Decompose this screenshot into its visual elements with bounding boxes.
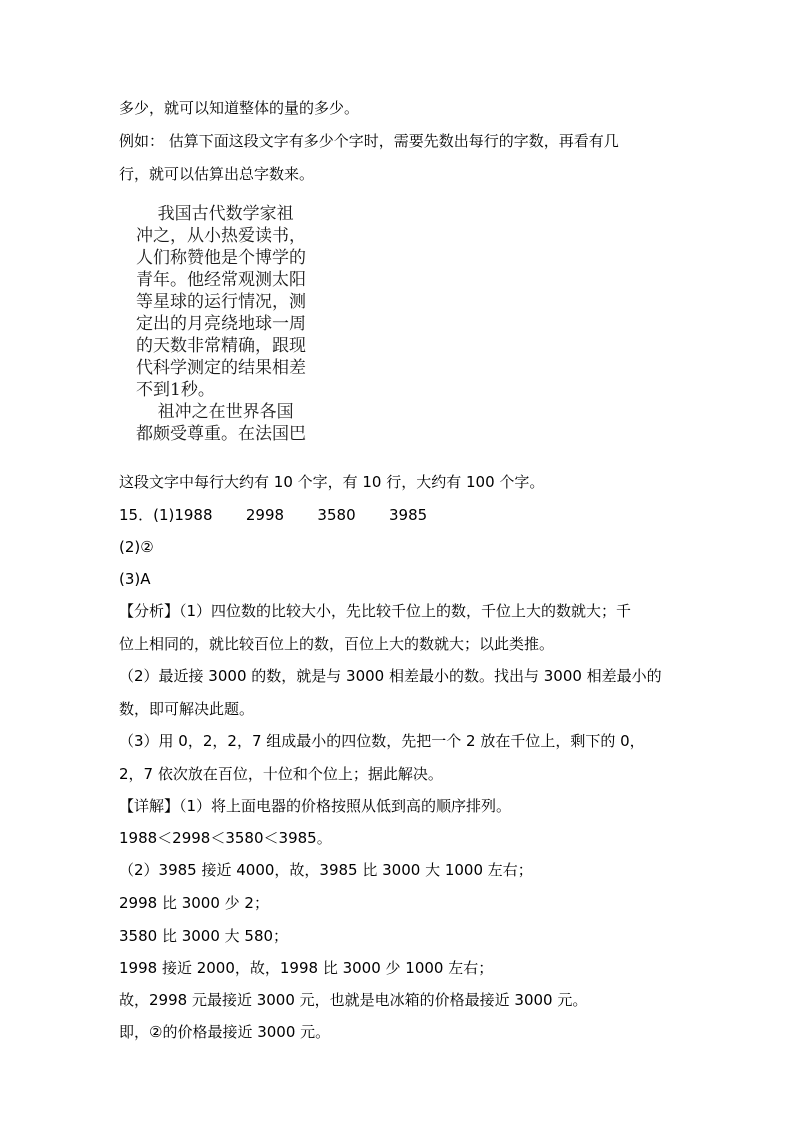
text-line: (2)② (119, 538, 154, 556)
text-line: 1998 接近 2000，故，1998 比 3000 少 1000 左右； (119, 959, 494, 977)
text-line: 位上相同的，就比较百位上的数，百位上大的数就大；以此类推。 (119, 635, 555, 653)
text-line: 【详解】（1）将上面电器的价格按照从低到高的顺序排列。 (119, 797, 512, 815)
passage-line: 定出的月亮绕地球一周 (136, 314, 306, 334)
text-line: (3)A (119, 570, 151, 588)
text-line: 【分析】（1）四位数的比较大小，先比较千位上的数，千位上大的数就大；千 (119, 602, 632, 620)
text-line: 2，7 依次放在百位，十位和个位上；据此解决。 (119, 765, 443, 783)
passage-line: 等星球的运行情况，测 (136, 292, 306, 312)
passage-line: 我国古代数学家祖 (136, 204, 294, 224)
text-line: 1988＜2998＜3580＜3985。 (119, 829, 332, 847)
text-line: （2）3985 接近 4000，故，3985 比 3000 大 1000 左右； (119, 861, 533, 879)
passage-line: 人们称赞他是个博学的 (136, 248, 306, 268)
passage-line: 冲之，从小热爱读书， (136, 226, 306, 246)
text-line: 这段文字中每行大约有 10 个字，有 10 行，大约有 100 个字。 (119, 473, 545, 491)
text-line: （3）用 0，2，2，7 组成最小的四位数，先把一个 2 放在千位上，剩下的 0， (119, 732, 645, 750)
text-line: 例如： 估算下面这段文字有多少个字时，需要先数出每行的字数，再看有几 (119, 132, 619, 150)
text-line: 2998 比 3000 少 2； (119, 894, 269, 912)
passage-line: 代科学测定的结果相差 (136, 358, 306, 378)
text-line: 故，2998 元最接近 3000 元，也就是电冰箱的价格最接近 3000 元。 (119, 991, 588, 1009)
text-line: 行，就可以估算出总字数来。 (119, 165, 315, 183)
text-line: 3580 比 3000 大 580； (119, 927, 289, 945)
passage-image (136, 203, 336, 445)
text-line: 即，②的价格最接近 3000 元。 (119, 1023, 331, 1041)
passage-line: 不到1秒。 (136, 380, 215, 400)
passage-line: 祖冲之在世界各国 (136, 402, 294, 422)
text-line: 数，即可解决此题。 (119, 700, 255, 718)
passage-line: 青年。他经常观测太阳 (136, 270, 306, 290)
passage-line: 的天数非常精确，跟现 (136, 336, 306, 356)
passage-line: 都颇受尊重。在法国巴 (136, 424, 306, 444)
text-line: （2）最近接 3000 的数，就是与 3000 相差最小的数。找出与 3000 相差最小的 (119, 667, 662, 685)
text-line: 15．(1)1988 2998 3580 3985 (119, 506, 428, 524)
text-line: 多少，就可以知道整体的量的多少。 (119, 99, 360, 117)
